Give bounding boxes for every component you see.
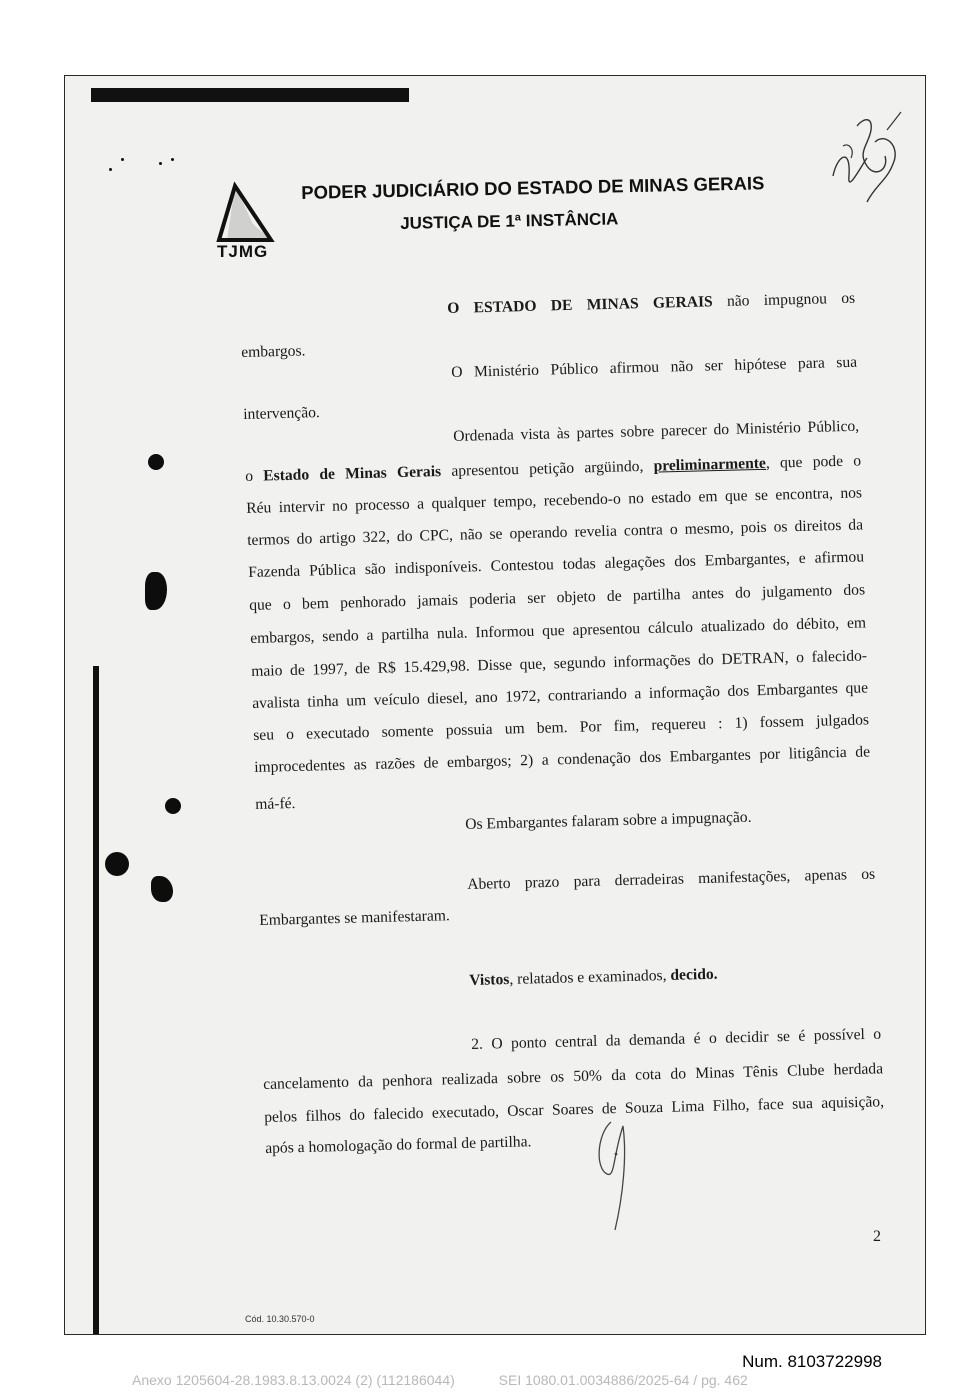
p3-line: o Estado de Minas Gerais apresentou petição argüindo, preliminarmente, que pode o	[245, 452, 862, 485]
p4-line: Os Embargantes falaram sobre a impugnação.	[465, 808, 752, 833]
p3-line: termos do artigo 322, do CPC, não se operando revelia contra o mesmo, pois os direitos da	[247, 516, 864, 549]
annex-reference: Anexo 1205604-28.1983.8.13.0024 (2) (112186044)	[132, 1372, 455, 1388]
p3-line: que o bem penhorado jamais poderia ser objeto de partilha antes do julgamento dos	[249, 581, 866, 614]
ink-blot	[151, 876, 173, 902]
p7-line: pelos filhos do falecido executado, Oscar Soares de Souza Lima Filho, face sua aquisição,	[264, 1093, 885, 1126]
initials-signature-icon	[593, 1116, 643, 1236]
scanned-page	[64, 75, 926, 1335]
page-number: 2	[873, 1228, 881, 1245]
p3-line: avalista tinha um veículo diesel, ano 1972, contrariando a informação dos Embargantes que	[252, 679, 869, 712]
scan-speck	[121, 158, 124, 161]
scan-left-bar	[93, 666, 99, 1335]
p1-line: O ESTADO DE MINAS GERAIS não impugnou os	[447, 289, 856, 317]
p5-line: Aberto prazo para derradeiras manifestações, apenas os	[467, 865, 876, 893]
punch-hole	[165, 798, 181, 814]
p7-line: após a homologação do formal de partilha.	[265, 1133, 532, 1157]
sei-reference: SEI 1080.01.0034886/2025-64 / pg. 462	[498, 1372, 748, 1388]
ink-blot	[145, 572, 167, 610]
logo-text: TJMG	[217, 242, 269, 261]
p3-line: má-fé.	[255, 794, 296, 813]
p3-line: Ordenada vista às partes sobre parecer do Ministério Público,	[453, 417, 860, 445]
p3-line: Fazenda Pública são indisponíveis. Contestou todas alegações dos Embargantes, e afirmou	[248, 548, 865, 581]
p3-line: seu o executado somente possuia um bem. Por fim, requereu : 1) fossem julgados	[253, 711, 870, 744]
footer-reference	[132, 1372, 748, 1388]
p7-line: cancelamento da penhora realizada sobre os 50% da cota do Minas Tênis Clube herdada	[263, 1060, 884, 1093]
scan-top-bar	[91, 88, 409, 102]
punch-hole	[105, 852, 129, 876]
document-number: Num. 8103722998	[742, 1352, 882, 1371]
header-subtitle: JUSTIÇA DE 1ª INSTÂNCIA	[400, 209, 619, 233]
p2-line: O Ministério Público afirmou não ser hipótese para sua	[451, 353, 858, 381]
p1-cont: embargos.	[241, 342, 306, 361]
p3-line: improcedentes as razões de embargos; 2) a condenação dos Embargantes por litigância de	[254, 743, 871, 776]
p3-line: Réu intervir no processo a qualquer tempo, recebendo-o no estado em que se encontra, nos	[246, 484, 863, 517]
form-code: Cód. 10.30.570-0	[245, 1314, 315, 1324]
header-title: PODER JUDICIÁRIO DO ESTADO DE MINAS GERAIS	[301, 172, 765, 203]
p2-cont: intervenção.	[243, 404, 321, 423]
scan-speck	[171, 158, 174, 161]
rubric-signature-icon	[827, 106, 909, 216]
p6-line: Vistos, relatados e examinados, decido.	[469, 965, 718, 989]
p3-line: maio de 1997, de R$ 15.429,98. Disse que, segundo informações do DETRAN, o falecido-	[251, 647, 868, 680]
p7-line: 2. O ponto central da demanda é o decidir se é possível o	[471, 1025, 882, 1053]
p3-line: embargos, sendo a partilha nula. Informou que apresentou cálculo atualizado do débito, em	[250, 614, 867, 647]
punch-hole	[148, 454, 164, 470]
scan-speck	[109, 168, 112, 171]
p5-cont: Embargantes se manifestaram.	[259, 907, 451, 929]
scan-speck	[159, 162, 162, 165]
